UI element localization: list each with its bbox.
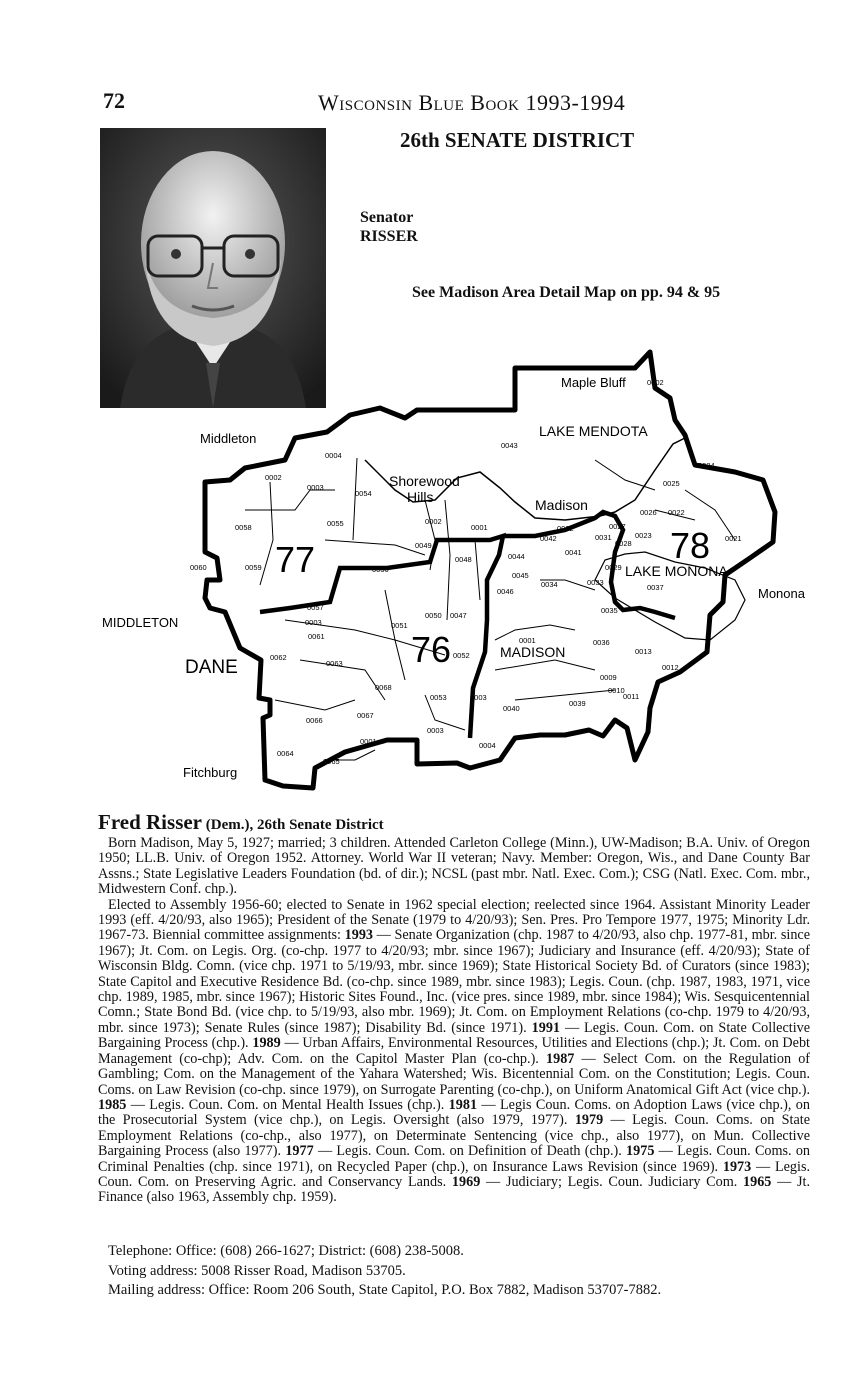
legislator-party-district: (Dem.), 26th Senate District [205,817,384,833]
assignments-1975: — Legis. Coun. Coms. on Criminal Penalties (chp. since 1971), on Recycled Paper (chp.), on Insurance Laws Revision (since 1969). [98,1143,811,1175]
place-label-maple-bluff: Maple Bluff [561,375,626,390]
ward-label: 0048 [455,555,472,564]
ward-label: 0004 [479,741,496,750]
year-1979: 1979 [574,1112,604,1129]
district-map [95,340,830,800]
ward-label: 0056 [372,565,389,574]
ward-label: 0010 [608,686,625,695]
ward-label: 0067 [357,711,374,720]
year-1985: 1985 [98,1096,127,1113]
ward-label: 0012 [662,663,679,672]
assignments-1973: — Legis. Coun. Com. on Preserving Agric. and Conservancy Lands. [98,1158,811,1190]
biography-text [98,836,810,1206]
ward-label: 0004 [325,451,342,460]
ward-label: 0025 [663,479,680,488]
assignments-1981: — Legis Coun. Coms. on Adoption Laws (vice chp.), on the Prosecutorial System (vice chp.), on Legis. Oversight (also 1979, 1977). [98,1096,810,1129]
ward-label: 0009 [600,673,617,682]
ward-label: 0021 [725,534,742,543]
bio-heading [98,810,384,835]
contact-info [98,1242,810,1301]
place-label-shorewood: Shorewood [389,473,460,489]
assembly-district-77: 77 [275,539,316,580]
ward-label: 0002 [425,517,442,526]
ward-label: 0024 [698,461,715,470]
map-reference-note: See Madison Area Detail Map on pp. 94 & 95 [412,284,721,301]
voting-address-line: Voting address: 5008 Risser Road, Madison 53705. [108,1262,406,1279]
place-label-lake-monona: LAKE MONONA [625,563,728,579]
mailing-address-line: Mailing address: Office: Room 206 South, State Capitol, P.O. Box 7882, Madison 53707-7882. [108,1282,662,1298]
ward-label: 0011 [623,692,640,701]
place-label-middleton-town: MIDDLETON [102,615,179,630]
assignments-1985: — Legis. Coun. Com. on Mental Health Issues (chp.). [130,1096,445,1113]
year-1973: 1973 [722,1158,752,1175]
assembly-district-76: 76 [411,629,452,670]
ward-label: 0003 [470,693,487,702]
ward-label: 0064 [277,749,294,758]
ward-label: 0034 [541,580,558,589]
ward-label: 0046 [497,587,514,596]
year-1975: 1975 [626,1143,655,1160]
place-label-middleton-city: Middleton [200,431,257,446]
ward-label: 0037 [647,583,664,592]
place-label-madison-north: Madison [535,497,588,513]
ward-label: 0052 [453,651,470,660]
ward-label: 0045 [512,571,529,580]
year-1977: 1977 [285,1143,314,1160]
ward-label: 0059 [245,563,262,572]
assignments-1979: — Legis. Coun. Coms. on State Employment Relations (co-chp., also 1977), on Determinate Sentencing (vice chp., also 1977), on Mun. Collective Bargaining Process (also 1977). [98,1112,811,1160]
running-head: Wisconsin Blue Book 1993-1994 [318,90,626,115]
district-title: 26th SENATE DISTRICT [400,128,635,152]
ward-label: 0013 [635,647,652,656]
telephone-line: Telephone: Office: (608) 266-1627; District: (608) 238-5008. [108,1243,464,1259]
ward-label: 0002 [647,378,664,387]
ward-label: 0001 [471,523,488,532]
ward-label: 0049 [415,541,432,550]
ward-label: 0035 [601,606,618,615]
assembly-district-78: 78 [670,525,711,566]
assignments-1993: — Senate Organization (chp. 1987 to 4/20/93, also chp. 1977-81, mbr. since 1967); Jt. Com. on Legis. Org. (co-chp. 1977 to 4/20/93; mbr. since 1967); Judiciary and Insurance (eff. 4/20/93); State of Wisconsin Bldg. Comn. (vice chp. 1971 to 5/19/93, mbr. since 1969); State Historical Society Bd. of Curators (since 1983); State Capitol and Executive Residence Bd. (co-chp. since 1989, mbr. since 1983); Legis. Coun. (chp. 1987, 1983, 1971, vice chp. 1989, 1985, mbr. since 1967); Historic Sites Found., Inc. (vice pres. since 1989, mbr. since 1984); Wis. Sesquicentennial Comn.; State Bond Bd. (vice chp. to 5/19/93, also mbr. 1969); Jt. Com. on Employment Relations (co-chp. 1979 to 4/20/93, mbr. since 1973); Senate Rules (since 1987); Disability Bd. (since 1971). [98,927,811,1036]
senator-title: Senator [360,209,414,226]
assignments-1991: — Legis. Coun. Com. on State Collective Bargaining Process (chp.). [98,1019,811,1052]
place-label-fitchburg: Fitchburg [183,765,238,780]
ward-label: 0053 [430,693,447,702]
senator-name: RISSER [360,228,418,245]
ward-label: 0050 [425,611,442,620]
ward-label: 0039 [569,699,586,708]
ward-label: 0022 [668,508,685,517]
ward-label: 0060 [190,563,207,572]
ward-label: 0033 [587,578,604,587]
bio-paragraph-personal: Born Madison, May 5, 1927; married; 3 children. Attended Carleton College (Minn.), UW-Madison; B.A. Univ. of Oregon 1950; LL.B. Univ. of Oregon 1952. Attorney. World War II veteran; Navy. Member: Oregon, Wis., and Dane County Bar Assns.; State Legislative Leaders Foundation (bd. of dir.); NCSL (past mbr. Natl. Exec. Com.); CSG (Natl. Exec. Com. mbr., Midwestern Conf. chp.). [98,835,810,898]
ward-label: 0066 [306,716,323,725]
ward-label: 0042 [540,534,557,543]
assignments-1965: — Jt. Finance (also 1963, Assembly chp. 1959). [98,1173,811,1206]
year-1969: 1969 [451,1173,481,1190]
ward-label: 0068 [375,683,392,692]
legislator-name: Fred Risser [98,810,203,834]
ward-label: 0047 [450,611,467,620]
page-number: 72 [103,88,125,113]
place-label-hills: Hills [407,489,434,505]
year-1989: 1989 [252,1035,281,1052]
ward-label: 0040 [503,704,520,713]
bio-paragraph-legislative [98,898,810,1206]
assignments-1987: — Select Com. on the Regulation of Gambling; Com. on the Management of the Yahara Watershed; Wis. Bicentennial Com. on the Constitution; Legis. Coun. Coms. on Law Revision (co-chp. since 1979), on Surrogate Parenting (co-chp.), on Uniform Anatomical Gift Act (vice chp.). [98,1050,811,1098]
assignments-1977: — Legis. Coun. Com. on Definition of Death (chp.). [317,1143,622,1160]
ward-label: 0026 [640,508,657,517]
ward-label: 0051 [391,621,408,630]
year-1993: 1993 [344,927,374,944]
ward-label: 0061 [308,632,325,641]
ward-label: 0002 [265,473,282,482]
ward-label: 0063 [326,659,343,668]
year-1991: 1991 [531,1019,560,1036]
senator-label [360,208,418,246]
ward-label: 0044 [508,552,525,561]
ward-label: 0058 [235,523,252,532]
place-label-monona: Monona [758,586,805,601]
ward-label: 0031 [595,533,612,542]
ward-label: 0055 [327,519,344,528]
ward-label: 0032 [557,524,574,533]
ward-label: 0057 [307,603,324,612]
place-label-madison-south: MADISON [500,644,566,660]
year-1987: 1987 [546,1050,575,1067]
ward-label: 0054 [355,489,372,498]
ward-label: 0023 [635,531,652,540]
ward-label: 0036 [593,638,610,647]
ward-label: 0065 [323,757,340,766]
ward-label: 0001 [360,737,377,746]
ward-label: 0003 [427,726,444,735]
assignments-1989: — Urban Affairs, Environmental Resources, Utilities and Elections (chp.); Jt. Com. on Debt Management (co-chp); Adv. Com. on the Capitol Master Plan (co-chp.). [98,1035,810,1067]
assignments-1969: — Judiciary; Legis. Coun. Judiciary Com. [486,1173,738,1190]
place-label-dane: DANE [185,657,238,678]
ward-label: 0003 [307,483,324,492]
year-1981: 1981 [448,1096,478,1113]
ward-label: 0027 [609,522,626,531]
ward-label: 0041 [565,548,582,557]
ward-label: 0043 [501,441,518,450]
year-1965: 1965 [743,1173,772,1190]
ward-label: 0062 [270,653,287,662]
place-label-lake-mendota: LAKE MENDOTA [539,423,648,439]
ward-label: 0028 [615,539,632,548]
ward-label: 0029 [605,563,622,572]
ward-label: 0003 [305,618,322,627]
bio-intro: Elected to Assembly 1956-60; elected to Senate in 1962 special election; reelected since 1964. Assistant Minority Leader 1993 (eff. 4/20/93, also 1965); President of the Senate (1979 to 4/20/93); Sen. Pres. Pro Tempore 1977, 1975; Minority Ldr. 1967-73. Biennial committee assignments: [98,896,810,944]
ward-label: 0001 [519,636,536,645]
